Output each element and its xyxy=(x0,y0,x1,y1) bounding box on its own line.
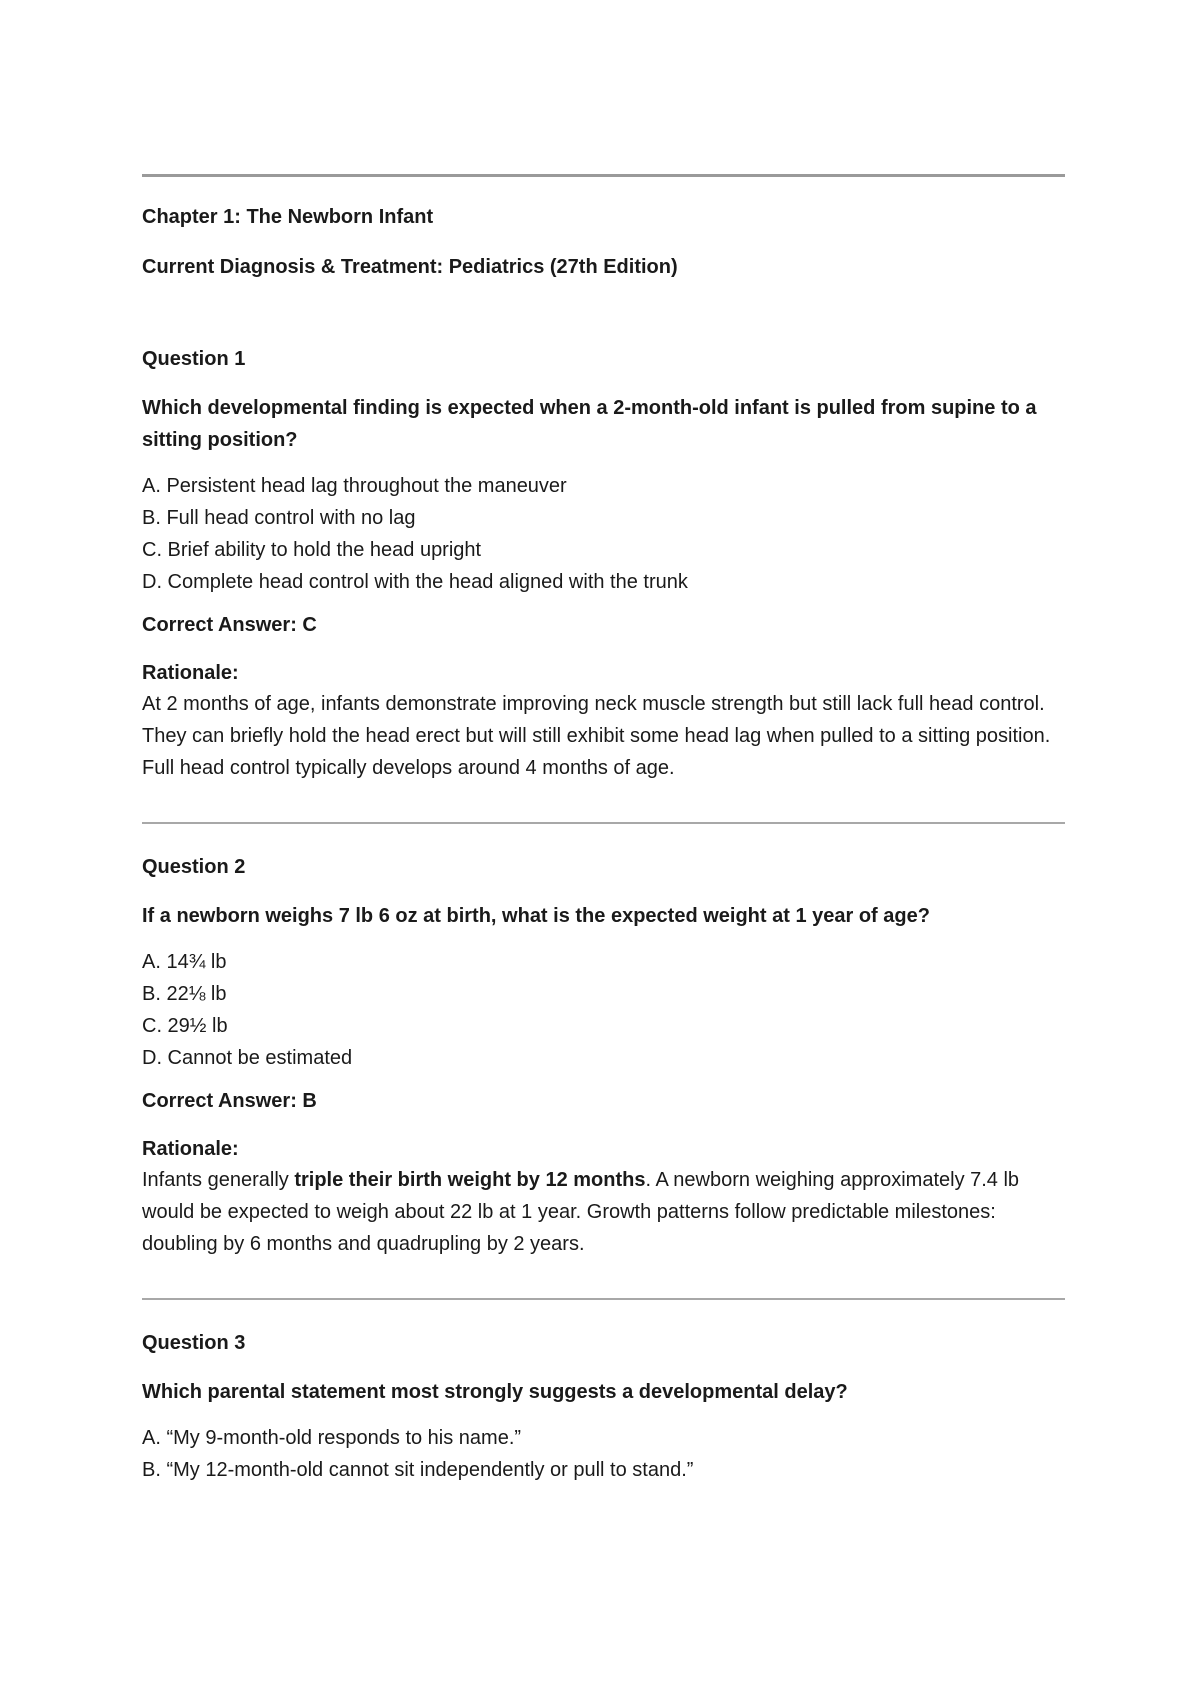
document-content xyxy=(142,204,1065,1486)
answer-options xyxy=(142,470,1065,598)
document-page xyxy=(142,0,1065,1700)
answer-options xyxy=(142,946,1065,1074)
question-text: Which developmental finding is expected when a 2-month-old infant is pulled from supine to a sitting position? xyxy=(142,397,1037,451)
rationale-text: At 2 months of age, infants demonstrate improving neck muscle strength but still lack full head control. They can briefly hold the head erect but will still exhibit some head lag when pulled to a sitting position. Full head control typically develops around 4 months of age. xyxy=(142,693,1051,779)
question-2 xyxy=(142,854,1065,1260)
option-a: A. 14¾ lb xyxy=(142,951,227,973)
correct-answer: Correct Answer: C xyxy=(142,614,317,636)
question-text: If a newborn weighs 7 lb 6 oz at birth, what is the expected weight at 1 year of age? xyxy=(142,905,930,927)
option-d: D. Complete head control with the head aligned with the trunk xyxy=(142,571,688,593)
question-1 xyxy=(142,346,1065,784)
option-d: D. Cannot be estimated xyxy=(142,1047,353,1069)
rationale-text xyxy=(142,1164,1065,1260)
option-b: B. 22⅛ lb xyxy=(142,983,227,1005)
option-b: B. Full head control with no lag xyxy=(142,507,416,529)
top-divider xyxy=(142,174,1065,177)
rationale-label: Rationale: xyxy=(142,662,239,684)
question-text: Which parental statement most strongly suggests a developmental delay? xyxy=(142,1381,848,1403)
question-divider xyxy=(142,822,1065,824)
correct-answer: Correct Answer: B xyxy=(142,1090,317,1112)
option-c: C. Brief ability to hold the head upright xyxy=(142,539,482,561)
answer-options xyxy=(142,1422,1065,1486)
chapter-title: Chapter 1: The Newborn Infant xyxy=(142,206,434,228)
rationale-text-start: Infants generally xyxy=(142,1169,295,1191)
question-heading: Question 2 xyxy=(142,856,246,878)
question-heading: Question 1 xyxy=(142,348,246,370)
option-a: A. Persistent head lag throughout the maneuver xyxy=(142,475,567,497)
question-heading: Question 3 xyxy=(142,1332,246,1354)
rationale-text-end: . A newborn weighing approximately 7.4 lb would be expected to weigh about 22 lb at 1 year. Growth patterns follow predictable milestones: doubling by 6 months and quadrupling by 2 years. xyxy=(142,1169,1020,1255)
question-3 xyxy=(142,1330,1065,1486)
option-c: C. 29½ lb xyxy=(142,1015,228,1037)
question-divider xyxy=(142,1298,1065,1300)
option-a: A. “My 9-month-old responds to his name.” xyxy=(142,1427,522,1449)
rationale-emphasis: triple their birth weight by 12 months xyxy=(294,1169,646,1191)
rationale-label: Rationale: xyxy=(142,1138,239,1160)
book-title: Current Diagnosis & Treatment: Pediatrics (27th Edition) xyxy=(142,256,678,278)
option-b: B. “My 12-month-old cannot sit independently or pull to stand.” xyxy=(142,1459,694,1481)
